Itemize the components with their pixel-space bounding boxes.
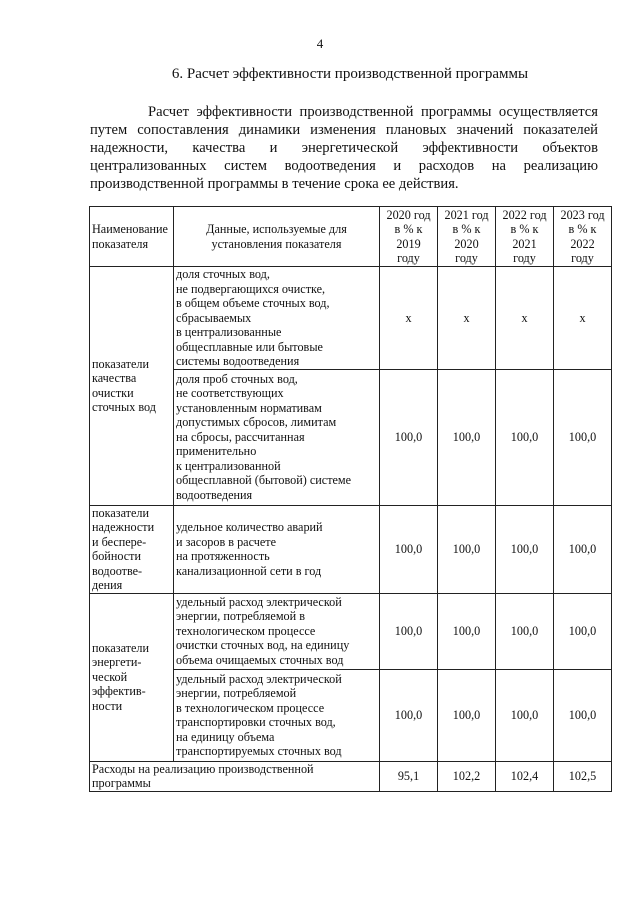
header-year-label: в % к xyxy=(452,222,481,237)
group-energy: показатели энергети- ческой эффектив- ности xyxy=(90,593,174,761)
table-row xyxy=(90,505,612,593)
efficiency-table xyxy=(89,206,612,792)
paragraph-line: производственной программы в течение срока ее действия. xyxy=(90,176,459,192)
header-year-label: в % к xyxy=(394,222,423,237)
paragraph-line: Расчет эффективности производственной программы осуществляется xyxy=(148,104,598,120)
table-row xyxy=(90,593,612,669)
value-cell: x xyxy=(554,267,612,370)
value-cell: x xyxy=(380,267,438,370)
indicator-cell: доля проб сточных вод, не соответствующих установленным нормативам допустимых сбросов, лимитам на сбросы, рассчитанная применительно к централизованной общесплавной (бытовой) системе водоотведения xyxy=(174,369,380,505)
value-cell: 100,0 xyxy=(554,669,612,761)
section-heading: 6. Расчет эффективности производственной программы xyxy=(171,66,529,82)
total-row xyxy=(90,761,612,791)
table-header-row xyxy=(90,207,612,267)
header-year-2023 xyxy=(554,207,612,267)
value-cell: 100,0 xyxy=(496,593,554,669)
header-year-label: году xyxy=(571,250,594,265)
paragraph-line: надежности, качества и энергетической эффективности объектов xyxy=(90,140,598,156)
value-cell: 100,0 xyxy=(380,505,438,593)
value-cell: 100,0 xyxy=(554,593,612,669)
value-cell: x xyxy=(438,267,496,370)
total-value: 102,4 xyxy=(496,761,554,791)
indicator-cell: удельное количество аварий и засоров в расчете на протяженность канализационной сети в год xyxy=(174,505,380,593)
header-year-label: в % к xyxy=(568,222,597,237)
header-year-label: 2021 xyxy=(512,236,537,251)
header-data: Данные, используемые для установления показателя xyxy=(174,207,380,267)
header-year-2021 xyxy=(438,207,496,267)
indicator-cell: доля сточных вод, не подвергающихся очистке, в общем объеме сточных вод, сбрасываемых в централизованные общесплавные или бытовые системы водоотведения xyxy=(174,267,380,370)
header-year-label: году xyxy=(513,250,536,265)
value-cell: 100,0 xyxy=(496,669,554,761)
header-year-label: году xyxy=(455,250,478,265)
value-cell: 100,0 xyxy=(438,505,496,593)
header-year-label: 2020 xyxy=(454,236,479,251)
paragraph-line: централизованных систем водоотведения и расходов на реализацию xyxy=(90,158,598,174)
paragraph-line: путем сопоставления динамики изменения плановых значений показателей xyxy=(90,122,598,138)
total-value: 102,2 xyxy=(438,761,496,791)
header-year-label: 2022 xyxy=(570,236,595,251)
value-cell: 100,0 xyxy=(438,593,496,669)
total-label: Расходы на реализацию производственной программы xyxy=(90,761,380,791)
group-reliability: показатели надежности и беспере- бойности водоотве- дения xyxy=(90,505,174,593)
page-number: 4 xyxy=(316,36,324,51)
value-cell: 100,0 xyxy=(438,369,496,505)
total-value: 102,5 xyxy=(554,761,612,791)
header-year-2020 xyxy=(380,207,438,267)
intro-paragraph xyxy=(90,103,598,193)
value-cell: 100,0 xyxy=(554,505,612,593)
value-cell: 100,0 xyxy=(380,593,438,669)
value-cell: 100,0 xyxy=(380,369,438,505)
table-row xyxy=(90,267,612,370)
value-cell: 100,0 xyxy=(496,505,554,593)
value-cell: 100,0 xyxy=(380,669,438,761)
header-year-label: в % к xyxy=(510,222,539,237)
total-value: 95,1 xyxy=(380,761,438,791)
value-cell: 100,0 xyxy=(554,369,612,505)
indicator-cell: удельный расход электрической энергии, потребляемой в технологическом процессе транспортировки сточных вод, на единицу объема транспортируемых сточных вод xyxy=(174,669,380,761)
header-year-label: году xyxy=(397,250,420,265)
header-year-label: 2022 год xyxy=(502,208,547,223)
header-year-label: 2019 xyxy=(396,236,421,251)
header-name: Наименование показателя xyxy=(90,207,174,267)
value-cell: 100,0 xyxy=(438,669,496,761)
header-year-label: 2020 год xyxy=(386,208,431,223)
header-year-label: 2021 год xyxy=(444,208,489,223)
header-year-2022 xyxy=(496,207,554,267)
value-cell: 100,0 xyxy=(496,369,554,505)
group-quality: показатели качества очистки сточных вод xyxy=(90,267,174,506)
indicator-cell: удельный расход электрической энергии, потребляемой в технологическом процессе очистки сточных вод, на единицу объема очищаемых сточных вод xyxy=(174,593,380,669)
header-year-label: 2023 год xyxy=(560,208,605,223)
value-cell: x xyxy=(496,267,554,370)
